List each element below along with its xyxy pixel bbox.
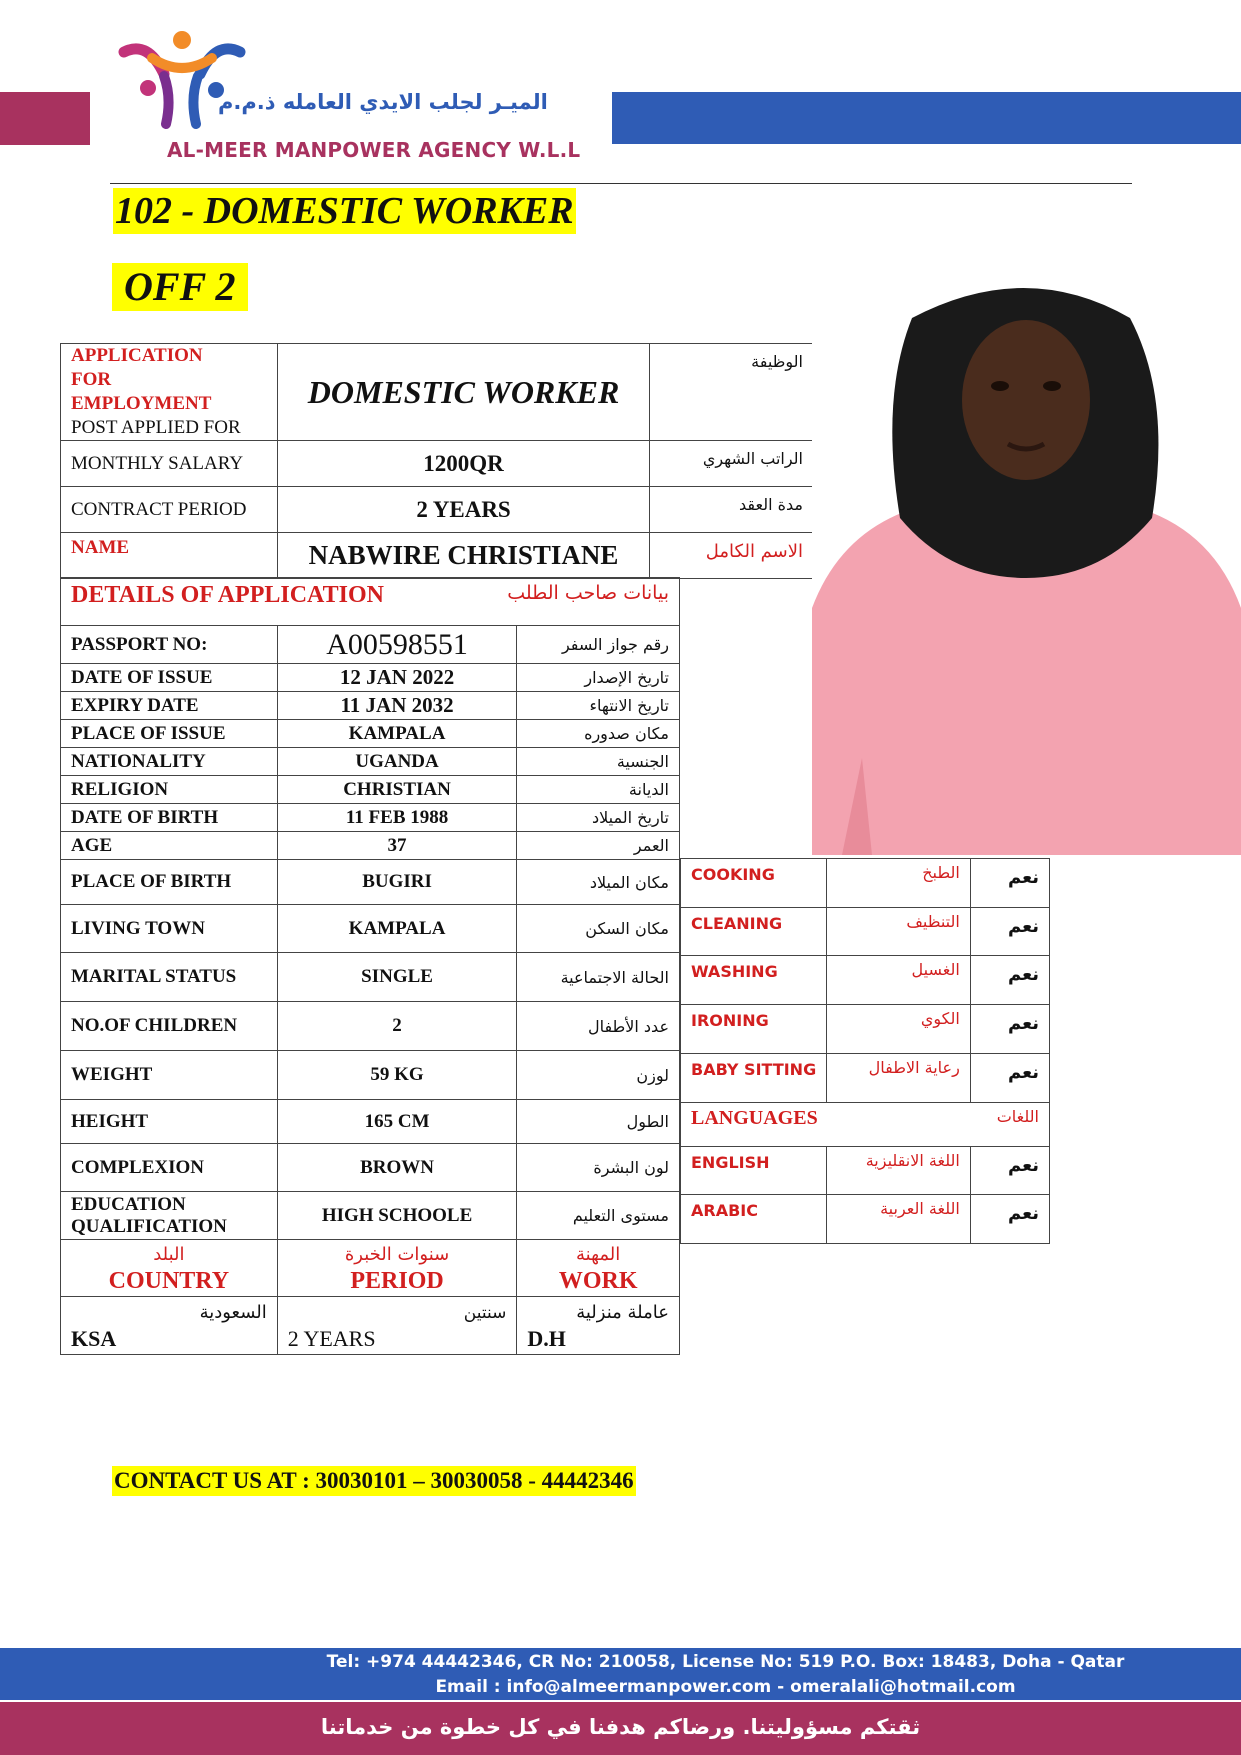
skill-baby-sitting-arabic: رعاية الاطفال xyxy=(827,1054,971,1103)
dob-arabic: تاريخ الميلاد xyxy=(517,804,680,832)
skill-row xyxy=(681,1054,1050,1103)
name-row xyxy=(61,533,814,579)
language-english-yes: نعم xyxy=(970,1147,1049,1195)
table-row xyxy=(61,1144,680,1192)
salary-label: MONTHLY SALARY xyxy=(61,441,278,487)
issue-place-arabic: مكان صدوره xyxy=(517,720,680,748)
skill-row xyxy=(681,859,1050,908)
agency-logo-icon xyxy=(118,28,246,132)
religion-arabic: الديانة xyxy=(517,776,680,804)
skill-cleaning-yes: نعم xyxy=(970,908,1049,956)
salary-arabic: الراتب الشهري xyxy=(650,441,814,487)
weight-label: WEIGHT xyxy=(61,1051,278,1100)
country-header: البلد COUNTRY xyxy=(61,1240,278,1297)
post-value: DOMESTIC WORKER xyxy=(277,344,649,441)
contract-value: 2 YEARS xyxy=(277,487,649,533)
height-arabic: الطول xyxy=(517,1100,680,1144)
dob-value: 11 FEB 1988 xyxy=(277,804,517,832)
skill-washing-yes: نعم xyxy=(970,956,1049,1005)
skill-washing: WASHING xyxy=(681,956,827,1005)
footer-slogan: ثقتكم مسؤوليتنا. ورضاكم هدفنا في كل خطوة من خدماتنا xyxy=(0,1702,1241,1755)
salary-value: 1200QR xyxy=(277,441,649,487)
birthplace-arabic: مكان الميلاد xyxy=(517,860,680,905)
languages-label: LANGUAGES xyxy=(691,1107,818,1129)
name-value: NABWIRE CHRISTIANE xyxy=(277,533,649,579)
expiry-arabic: تاريخ الانتهاء xyxy=(517,692,680,720)
languages-header-cell xyxy=(681,1103,1050,1147)
table-row xyxy=(61,664,680,692)
issue-date-label: DATE OF ISSUE xyxy=(61,664,278,692)
salary-row xyxy=(61,441,814,487)
details-heading-arabic: بيانات صاحب الطلب xyxy=(507,582,669,604)
language-english: ENGLISH xyxy=(681,1147,827,1195)
children-arabic: عدد الأطفال xyxy=(517,1002,680,1051)
table-row xyxy=(61,1002,680,1051)
birthplace-label: PLACE OF BIRTH xyxy=(61,860,278,905)
brand-arabic: الميـر لجلب الايدي العامله ذ.م.م xyxy=(218,90,548,114)
table-row xyxy=(61,905,680,953)
skill-row xyxy=(681,956,1050,1005)
skill-washing-arabic: الغسيل xyxy=(827,956,971,1005)
table-row xyxy=(61,953,680,1002)
height-value: 165 CM xyxy=(277,1100,517,1144)
work-header: المهنة WORK xyxy=(517,1240,680,1297)
skill-row xyxy=(681,1005,1050,1054)
period-header: سنوات الخبرة PERIOD xyxy=(277,1240,517,1297)
education-arabic: مستوى التعليم xyxy=(517,1192,680,1240)
details-heading-row xyxy=(61,578,680,626)
contract-arabic: مدة العقد xyxy=(650,487,814,533)
birthplace-value: BUGIRI xyxy=(277,860,517,905)
job-code-title: 102 - DOMESTIC WORKER xyxy=(115,190,574,232)
expiry-label: EXPIRY DATE xyxy=(61,692,278,720)
table-row xyxy=(61,692,680,720)
post-row xyxy=(61,344,814,441)
marital-arabic: الحالة الاجتماعية xyxy=(517,953,680,1002)
expiry-value: 11 JAN 2032 xyxy=(277,692,517,720)
skill-ironing: IRONING xyxy=(681,1005,827,1054)
skill-cooking: COOKING xyxy=(681,859,827,908)
language-arabic: ARABIC xyxy=(681,1195,827,1244)
footer-info-bar xyxy=(0,1648,1241,1700)
table-row xyxy=(61,804,680,832)
post-arabic: الوظيفة xyxy=(650,344,814,441)
marital-label: MARITAL STATUS xyxy=(61,953,278,1002)
complexion-value: BROWN xyxy=(277,1144,517,1192)
header-divider xyxy=(110,183,1132,184)
skill-ironing-arabic: الكوي xyxy=(827,1005,971,1054)
table-row xyxy=(61,860,680,905)
religion-value: CHRISTIAN xyxy=(277,776,517,804)
details-heading: DETAILS OF APPLICATION xyxy=(71,582,384,608)
table-row xyxy=(61,832,680,860)
marital-value: SINGLE xyxy=(277,953,517,1002)
skill-row xyxy=(681,908,1050,956)
passport-arabic: رقم جواز السفر xyxy=(517,626,680,664)
applicant-photo xyxy=(812,278,1241,855)
skill-ironing-yes: نعم xyxy=(970,1005,1049,1054)
application-table xyxy=(60,343,814,579)
education-label: EDUCATION QUALIFICATION xyxy=(61,1192,278,1240)
children-label: NO.OF CHILDREN xyxy=(61,1002,278,1051)
experience-country: السعودية KSA xyxy=(61,1297,278,1355)
header-blue-bar xyxy=(612,92,1241,144)
skill-baby-sitting-yes: نعم xyxy=(970,1054,1049,1103)
experience-period: سنتين 2 YEARS xyxy=(277,1297,517,1355)
religion-label: RELIGION xyxy=(61,776,278,804)
languages-arabic: اللغات xyxy=(996,1107,1039,1126)
language-row xyxy=(681,1147,1050,1195)
contact-numbers: CONTACT US AT : 30030101 – 30030058 - 44442346 xyxy=(112,1466,636,1496)
passport-value: A00598551 xyxy=(277,626,517,664)
table-row xyxy=(61,748,680,776)
table-row xyxy=(61,1051,680,1100)
footer-tel-line: Tel: +974 44442346, CR No: 210058, License No: 519 P.O. Box: 18483, Doha - Qatar xyxy=(326,1652,1125,1672)
skill-cleaning-arabic: التنظيف xyxy=(827,908,971,956)
skill-cooking-yes: نعم xyxy=(970,859,1049,908)
table-row xyxy=(61,776,680,804)
children-value: 2 xyxy=(277,1002,517,1051)
brand-english: AL-MEER MANPOWER AGENCY W.L.L xyxy=(167,138,581,162)
passport-label: PASSPORT NO: xyxy=(61,626,278,664)
nationality-value: UGANDA xyxy=(277,748,517,776)
age-label: AGE xyxy=(61,832,278,860)
details-table xyxy=(60,577,680,1355)
living-town-value: KAMPALA xyxy=(277,905,517,953)
age-value: 37 xyxy=(277,832,517,860)
post-label: APPLICATION FOR EMPLOYMENT POST APPLIED FOR xyxy=(61,344,278,441)
skill-cooking-arabic: الطبخ xyxy=(827,859,971,908)
contract-row xyxy=(61,487,814,533)
table-row xyxy=(61,1100,680,1144)
experience-work: عاملة منزلية D.H xyxy=(517,1297,680,1355)
living-town-label: LIVING TOWN xyxy=(61,905,278,953)
education-value: HIGH SCHOOLE xyxy=(277,1192,517,1240)
skills-table xyxy=(680,858,1050,1244)
dob-label: DATE OF BIRTH xyxy=(61,804,278,832)
table-row xyxy=(61,1192,680,1240)
languages-header-row xyxy=(681,1103,1050,1147)
height-label: HEIGHT xyxy=(61,1100,278,1144)
weight-arabic: لوزن xyxy=(517,1051,680,1100)
details-heading-cell xyxy=(61,578,680,626)
nationality-label: NATIONALITY xyxy=(61,748,278,776)
table-row xyxy=(61,720,680,748)
language-row xyxy=(681,1195,1050,1244)
name-arabic: الاسم الكامل xyxy=(650,533,814,579)
skill-cleaning: CLEANING xyxy=(681,908,827,956)
language-english-arabic: اللغة الانقليزية xyxy=(827,1147,971,1195)
complexion-arabic: لون البشرة xyxy=(517,1144,680,1192)
age-arabic: العمر xyxy=(517,832,680,860)
living-town-arabic: مكان السكن xyxy=(517,905,680,953)
office-title: OFF 2 xyxy=(112,263,248,311)
issue-date-value: 12 JAN 2022 xyxy=(277,664,517,692)
experience-header-row xyxy=(61,1240,680,1297)
contract-label: CONTRACT PERIOD xyxy=(61,487,278,533)
experience-row xyxy=(61,1297,680,1355)
footer-email-line: Email : info@almeermanpower.com - omeralali@hotmail.com xyxy=(435,1677,1016,1697)
complexion-label: COMPLEXION xyxy=(61,1144,278,1192)
weight-value: 59 KG xyxy=(277,1051,517,1100)
header-maroon-bar xyxy=(0,92,90,145)
nationality-arabic: الجنسية xyxy=(517,748,680,776)
skill-baby-sitting: BABY SITTING xyxy=(681,1054,827,1103)
language-arabic-arabic: اللغة العربية xyxy=(827,1195,971,1244)
table-row xyxy=(61,626,680,664)
name-label: NAME xyxy=(61,533,278,579)
issue-place-label: PLACE OF ISSUE xyxy=(61,720,278,748)
issue-date-arabic: تاريخ الإصدار xyxy=(517,664,680,692)
language-arabic-yes: نعم xyxy=(970,1195,1049,1244)
issue-place-value: KAMPALA xyxy=(277,720,517,748)
